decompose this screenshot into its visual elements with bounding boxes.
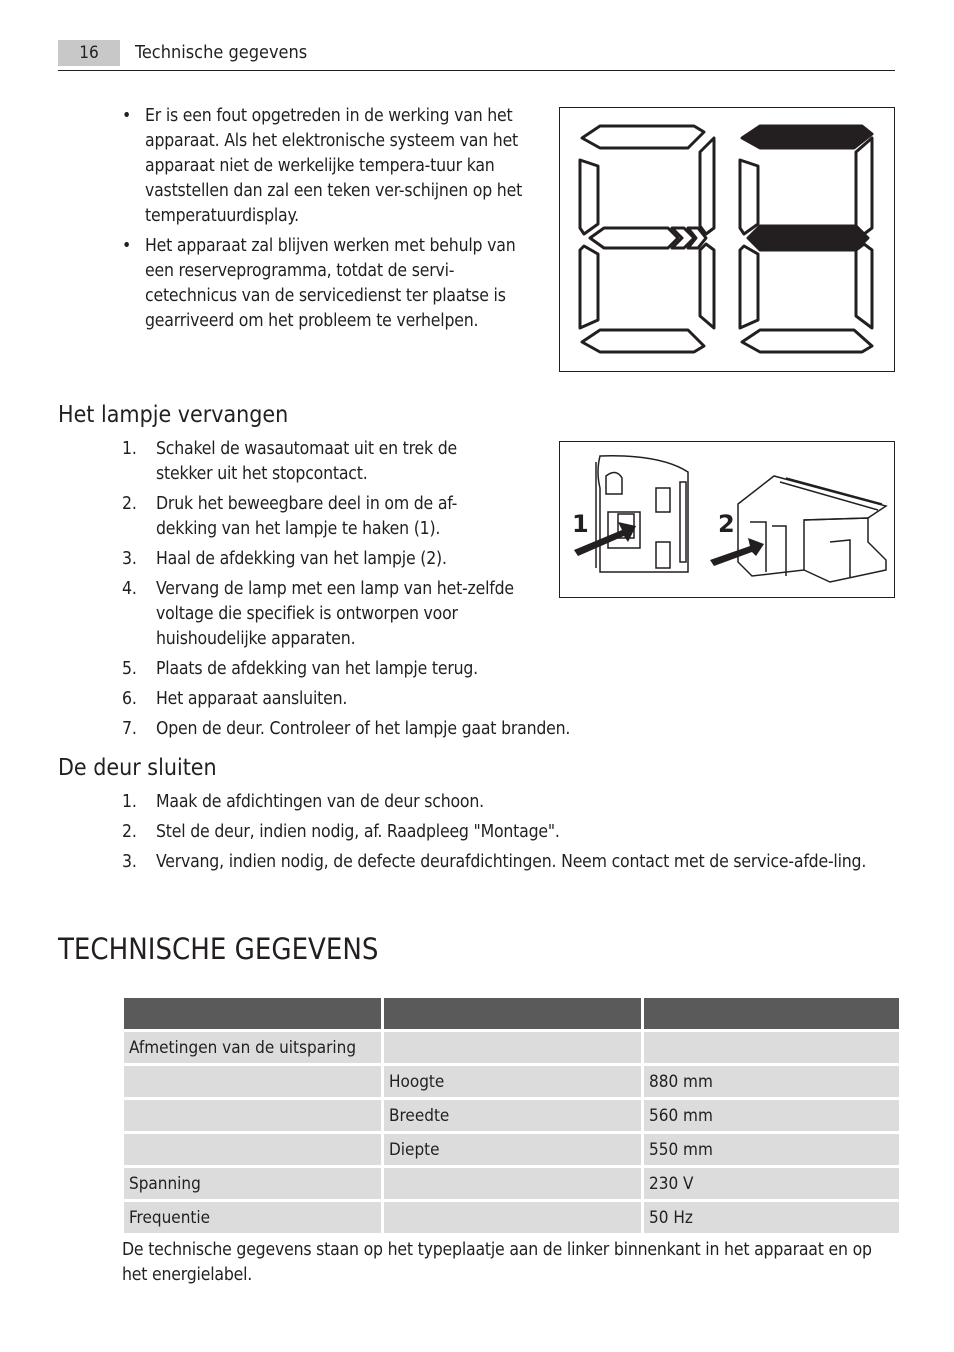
table-row: Diepte 550 mm [124, 1134, 899, 1165]
header-rule [58, 70, 895, 71]
list-item: 6. Het apparaat aansluiten. [122, 689, 348, 709]
figure-label-2: 2 [718, 510, 735, 538]
bullet-item: • Het apparaat zal blijven werken met behulp van een reserveprogramma, totdat de servi-cetechnicus van de servicedienst ter plaatse is gearriveerd om het probleem te verhelpen. [122, 236, 516, 331]
door-step-list [122, 790, 897, 880]
table-row: Breedte 560 mm [124, 1100, 899, 1131]
error-bullet-list [122, 104, 532, 339]
figure-label-1: 1 [572, 510, 589, 538]
running-title: Technische gegevens [135, 42, 308, 63]
lamp-step-list [122, 437, 571, 747]
table-row: Frequentie 50 Hz [124, 1202, 899, 1233]
table-header-row [124, 998, 899, 1029]
door-heading: De deur sluiten [58, 755, 217, 781]
list-item: 5. Plaats de afdekking van het lampje terug. [122, 659, 478, 679]
list-item: 2. Stel de deur, indien nodig, af. Raadpleeg "Montage". [122, 822, 560, 842]
list-item: 3. Vervang, indien nodig, de defecte deurafdichtingen. Neem contact met de service-afde-ling. [122, 852, 867, 872]
list-item: 4. Vervang de lamp met een lamp van het-zelfde voltage die specifiek is ontworpen voor huishoudelijke apparaten. [122, 579, 514, 649]
tech-footnote: De technische gegevens staan op het typeplaatje aan de linker binnenkant in het apparaat en op het energielabel. [122, 1240, 872, 1285]
list-item: 3. Haal de afdekking van het lampje (2). [122, 549, 447, 569]
table-row: Afmetingen van de uitsparing [124, 1032, 899, 1063]
seven-segment-display-icon [560, 108, 894, 371]
list-item: 1. Schakel de wasautomaat uit en trek de stekker uit het stopcontact. [122, 439, 458, 484]
table-row: Spanning 230 V [124, 1168, 899, 1199]
list-item: 1. Maak de afdichtingen van de deur schoon. [122, 792, 484, 812]
tech-section-title: TECHNISCHE GEGEVENS [58, 932, 379, 966]
lamp-replacement-figure [559, 441, 895, 598]
list-item: 7. Open de deur. Controleer of het lampje gaat branden. [122, 719, 571, 739]
table-row: Hoogte 880 mm [124, 1066, 899, 1097]
bullet-item: • Er is een fout opgetreden in de werking van het apparaat. Als het elektronische systeem van het apparaat niet de werkelijke tempera-tuur kan vaststellen dan zal een teken ver-schijnen op het temperatuurdisplay. [122, 106, 523, 226]
list-item: 2. Druk het beweegbare deel in om de af-dekking van het lampje te haken (1). [122, 494, 458, 539]
lamp-cover-illustration [560, 442, 894, 597]
lamp-heading: Het lampje vervangen [58, 402, 289, 428]
error-display-figure [559, 107, 895, 372]
page-number: 16 [58, 40, 120, 66]
tech-data-table [121, 995, 902, 1236]
